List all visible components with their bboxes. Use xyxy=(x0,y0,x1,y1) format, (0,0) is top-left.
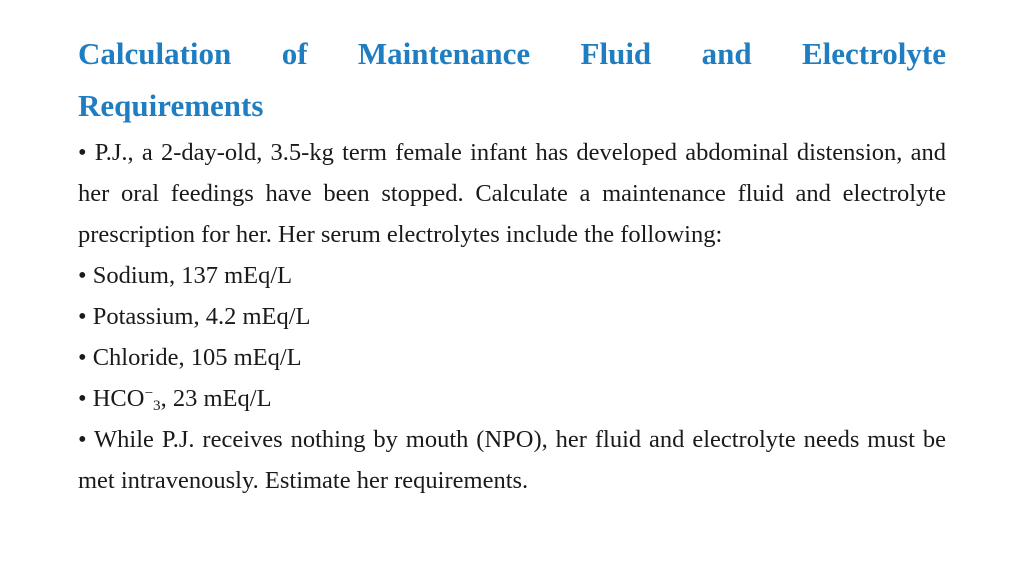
slide-title-line-1: Calculation of Maintenance Fluid and Electrolyte xyxy=(78,36,946,71)
bicarbonate-prefix: • HCO xyxy=(78,385,145,412)
case-description: • P.J., a 2-day-old, 3.5-kg term female infant has developed abdominal distension, and her oral feedings have been stopped. Calculate a maintenance fluid and electrolyte prescription for her. Her serum electrolytes include the following: xyxy=(78,139,946,248)
slide-title-line-2: Requirements xyxy=(78,88,264,123)
npo-instruction: • While P.J. receives nothing by mouth (NPO), her fluid and electrolyte needs must be met intravenously. Estimate her requirements. xyxy=(78,426,946,494)
sodium-item: • Sodium, 137 mEq/L xyxy=(78,262,293,289)
bicarbonate-subscript: 3 xyxy=(153,396,161,414)
bicarbonate-item xyxy=(78,378,946,419)
potassium-item: • Potassium, 4.2 mEq/L xyxy=(78,303,311,330)
bicarbonate-value: , 23 mEq/L xyxy=(160,385,272,412)
slide-body xyxy=(78,132,946,501)
chloride-item: • Chloride, 105 mEq/L xyxy=(78,344,302,371)
bicarbonate-charge: − xyxy=(144,384,154,402)
slide-title xyxy=(78,28,946,132)
